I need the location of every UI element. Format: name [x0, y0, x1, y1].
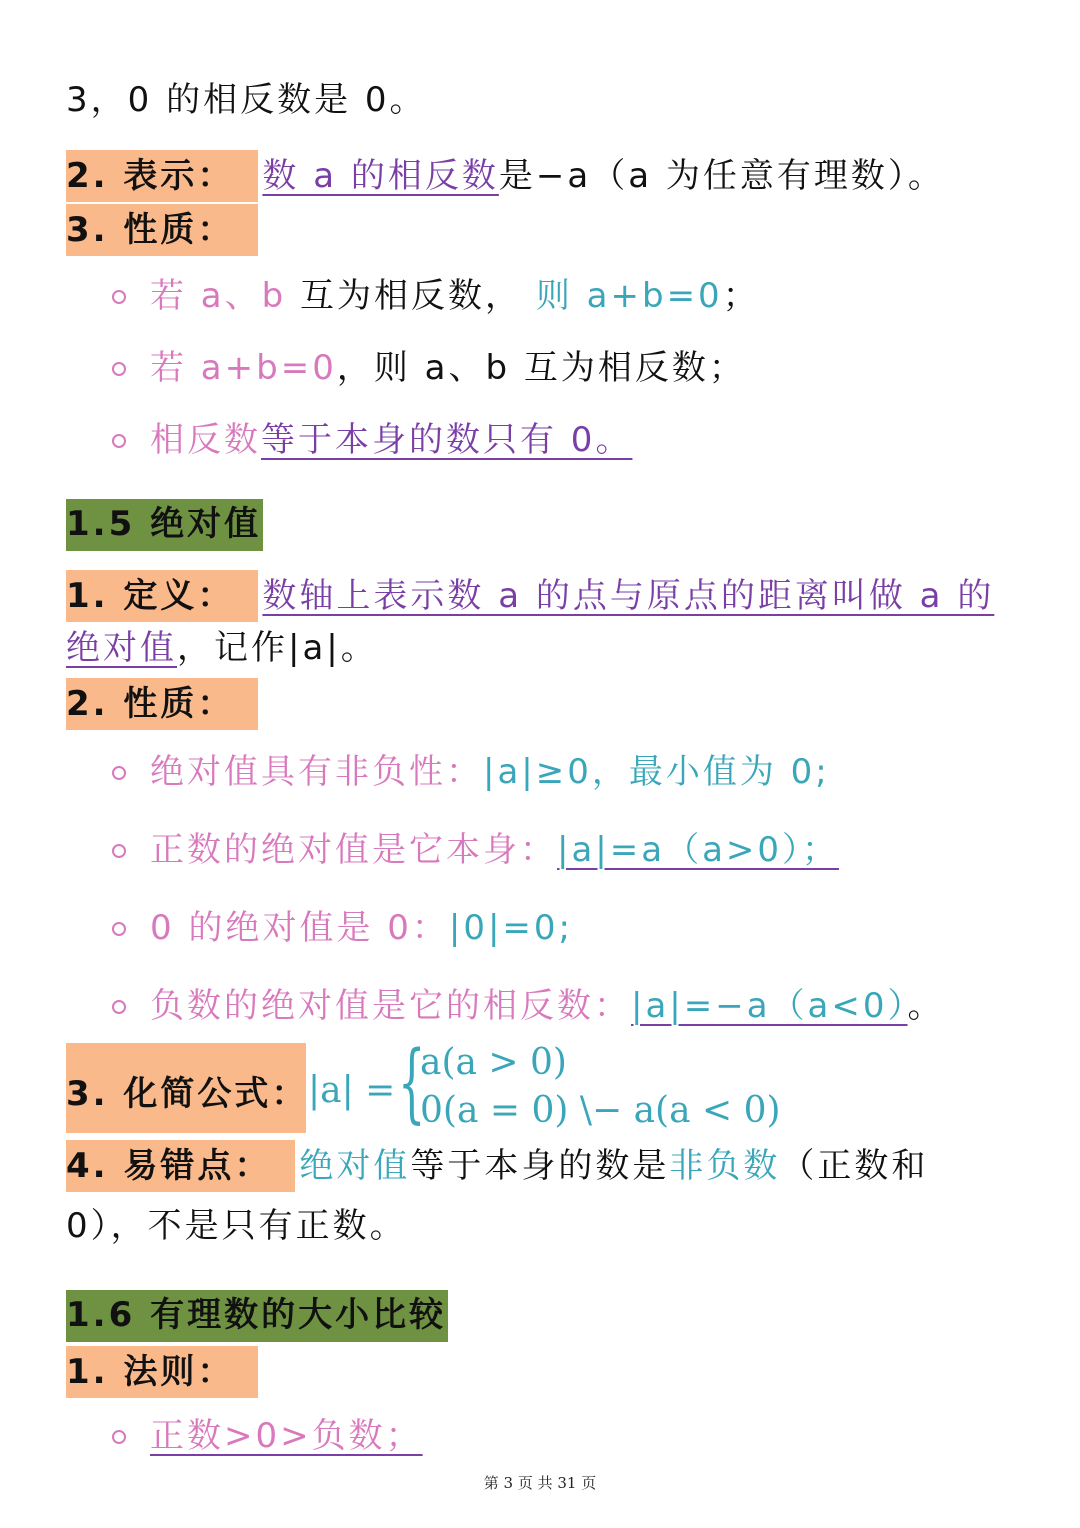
definition-tag: 1. 定义：: [66, 570, 258, 622]
property-tag: 3. 性质：: [66, 204, 258, 256]
section-heading-1-5: 1.5 绝对值: [66, 499, 263, 551]
bullet-icon: [112, 1000, 126, 1014]
mistake-c: 非负数: [669, 1146, 781, 1186]
page-footer: 第 3 页 共 31 页: [483, 1474, 597, 1492]
formula-brace: {: [398, 1033, 426, 1133]
representation-line: [66, 150, 945, 202]
formula-tag: 3. 化简公式：: [66, 1074, 309, 1114]
abs-property-2: [150, 828, 839, 872]
formula-lhs: |a| =: [308, 1070, 396, 1111]
representation-rest: 是−a（a 为任意有理数）。: [498, 156, 945, 196]
property-item-1-a: 若 a、b: [150, 276, 287, 316]
representation-tag: 2. 表示：: [66, 150, 258, 202]
abs-property-1-a: 绝对值具有非负性：: [150, 752, 483, 792]
bullet-icon: [112, 766, 126, 780]
definition-line-1: [66, 570, 994, 622]
property-item-1-b: 互为相反数，: [300, 276, 523, 316]
property-item-1-c: 则 a+b=0: [535, 276, 723, 316]
rule-item-1-text: 正数>0>负数；: [150, 1416, 423, 1456]
rule-tag: 1. 法则：: [66, 1346, 258, 1398]
property-item-2-a: 若 a+b=0: [150, 348, 337, 388]
property-item-3-b: 等于本身的数只有 0。: [261, 420, 633, 460]
rule-item-1: [150, 1414, 423, 1458]
definition-text-1: 数轴上表示数 a 的点与原点的距离叫做 a 的: [262, 576, 995, 616]
abs-property-3: [150, 906, 573, 950]
bullet-icon: [112, 434, 126, 448]
property-heading: [66, 204, 262, 256]
formula-row-1: a(a > 0): [420, 1042, 567, 1083]
abs-property-4: [150, 984, 945, 1028]
bullet-icon: [112, 922, 126, 936]
mistake-a: 绝对值: [299, 1146, 411, 1186]
formula-row-2: 0(a = 0) \− a(a < 0): [420, 1090, 781, 1131]
mistake-b: 等于本身的数是: [410, 1146, 670, 1186]
bullet-icon: [112, 362, 126, 376]
opposite-zero-line: 3，0 的相反数是 0。: [66, 80, 427, 120]
mistake-line-1: [66, 1140, 928, 1192]
abs-property-2-a: 正数的绝对值是它本身：: [150, 830, 557, 870]
section-heading-1-6: 1.6 有理数的大小比较: [66, 1290, 448, 1342]
bullet-icon: [112, 1430, 126, 1444]
bullet-icon: [112, 290, 126, 304]
property-item-3: [150, 418, 632, 462]
property-item-3-a: 相反数: [150, 420, 261, 460]
rule-heading: [66, 1346, 262, 1398]
mistake-line-2: 0），不是只有正数。: [66, 1206, 407, 1246]
property-item-2: [150, 346, 746, 390]
definition-line-2: [66, 626, 378, 670]
abs-property-4-a: 负数的绝对值是它的相反数：: [150, 986, 631, 1026]
abs-property-4-c: 。: [907, 986, 945, 1026]
abs-property-3-b: |0|=0;: [448, 908, 574, 948]
representation-highlight: 数 a 的相反数: [262, 156, 499, 196]
property-item-1-d: ；: [722, 276, 760, 316]
abs-property-2-b: |a|=a（a>0）；: [557, 830, 840, 870]
property-item-1: [150, 274, 760, 318]
abs-property-1: [150, 750, 830, 794]
abs-property-4-b: |a|=−a（a<0）: [631, 986, 908, 1026]
definition-text-2: ，记作|a|。: [177, 628, 378, 668]
mistake-tag: 4. 易错点：: [66, 1140, 295, 1192]
abs-property-3-a: 0 的绝对值是 0：: [150, 908, 449, 948]
property-item-2-b: ，则 a、b 互为相反数；: [336, 348, 746, 388]
mistake-d: （正数和: [780, 1146, 929, 1186]
abs-property-1-b: |a|≥0，最小值为 0;: [483, 752, 830, 792]
definition-text-2-underlined: 绝对值: [66, 628, 177, 668]
abs-property-tag: 2. 性质：: [66, 678, 258, 730]
abs-property-heading: [66, 678, 262, 730]
bullet-icon: [112, 844, 126, 858]
